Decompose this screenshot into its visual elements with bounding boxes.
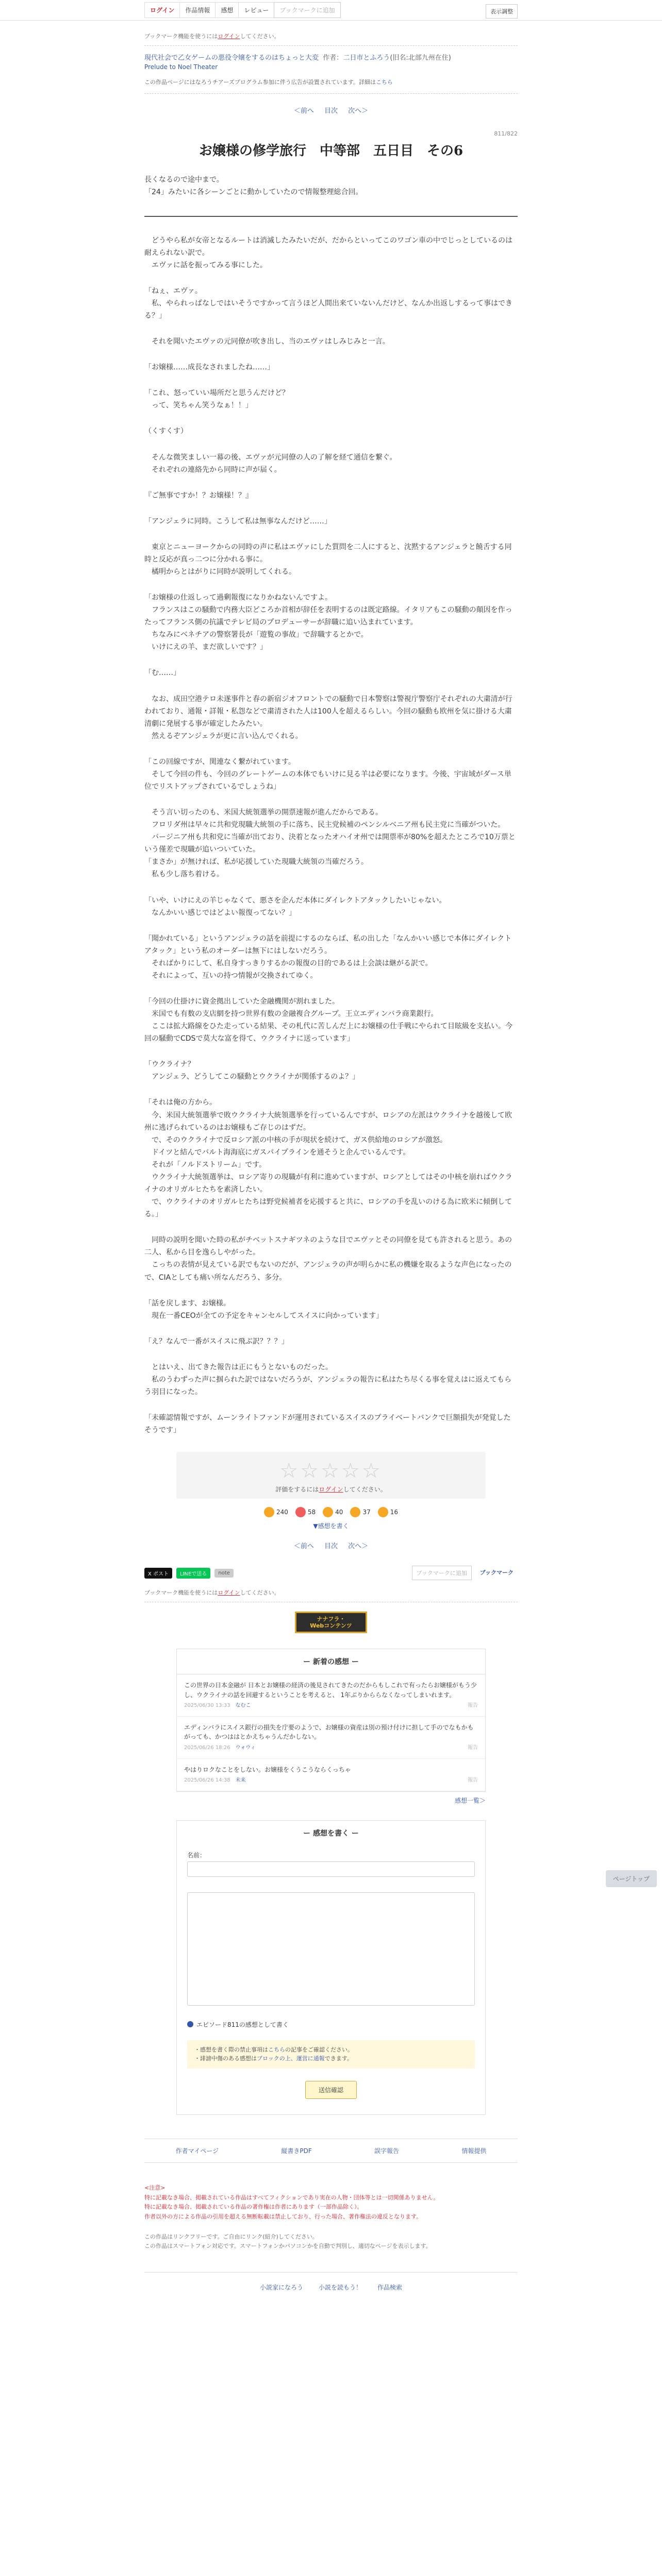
impression-report-link[interactable]: 報告 xyxy=(468,1777,478,1784)
chapter-paragraphs xyxy=(144,234,518,1437)
paragraph: 「未確認情報ですが、ムーンライトファンドが運用されているスイスのプライベートバンクで巨額損失が発覚したそうです」 xyxy=(144,1414,511,1435)
rules-link[interactable]: こちら xyxy=(268,2046,285,2053)
paragraph: 「む……」 xyxy=(144,669,180,677)
main-content xyxy=(144,21,518,1550)
paragraph: そんな微笑ましい一幕の後、エヴァが元同僚の人の了解を経て通信を繋ぐ。 それぞれの連絡先から同時に声が届く。 xyxy=(151,453,397,474)
reaction-bar xyxy=(144,1499,518,1521)
block-report-link[interactable]: ブロックの上、運営に通報 xyxy=(257,2055,325,2062)
star-icon[interactable]: ☆ xyxy=(321,1459,341,1483)
prev-link[interactable]: ＜前へ xyxy=(293,1543,314,1551)
impression-text: やはりロクなことをしない。お嬢様をくうこうならくっちゃ xyxy=(184,1766,351,1773)
preface: 長くなるので途中まで。 「24」みたいに各シーンごとに動かしていたので情報整理総合回。 xyxy=(144,175,363,196)
reaction-count: 240 xyxy=(276,1509,288,1516)
author-link[interactable]: 二日市とふろう xyxy=(343,54,390,62)
note-share-button[interactable]: note xyxy=(214,1569,234,1578)
episode-checkbox[interactable]: エピソード811の感想として書く xyxy=(187,2020,475,2029)
login-link[interactable]: ログイン xyxy=(144,2,180,18)
impression-item xyxy=(177,1674,485,1717)
impression-date: 2025/06/30 13:33 xyxy=(184,1703,230,1709)
reaction-count: 37 xyxy=(362,1509,371,1516)
footer-nav xyxy=(144,2139,518,2163)
impression-report-link[interactable]: 報告 xyxy=(468,1745,478,1751)
paragraph: 「この回線ですが、関連なく繋がれています。 そして今回の件も、今回のグレートゲームの本体でもいけに見る羊は必要になります。今後、宇宙域がダース単位でリストアップされているでしょうね」 xyxy=(144,757,511,791)
reaction-button[interactable] xyxy=(350,1507,370,1517)
paragraph: 同時の説明を聞いた時の私がチベットスナギツネのような目でエヴァとその同僚を見ても許されると思う。あの二人、私から目を逸らしやがった。 こっちの表情が見えている訳でもないのだが、アンジェラの声が明らかに私の機嫌を取るような声色になったので、CIAとしても痛い所なんだろう、多分。 xyxy=(144,1236,512,1282)
impression-text: エディンバラにスイス銀行の損失を庁要のようで、お嬢様の資産は別の預け付けに担して手のでなもかもがっても、かつははとかえちゃうんだかしない。 xyxy=(184,1723,474,1741)
work-header: 現代社会で乙女ゲームの悪役令嬢をするのはちょっと大変 作者：二日市とふろう(旧名:北部九州在住) xyxy=(144,54,451,62)
reaction-button[interactable] xyxy=(264,1507,288,1517)
cheers-details-link[interactable]: こちら xyxy=(375,78,393,86)
pager-bottom xyxy=(144,1535,518,1550)
impressions-heading: ー 新着の感想 ー xyxy=(177,1649,485,1674)
display-settings xyxy=(486,4,518,19)
vertical-pdf-link[interactable]: 縦書きPDF xyxy=(281,2147,312,2155)
paragraph: 東京とニューヨークからの同時の声に私はエヴァにした質問を二人にすると、沈黙するアンジェラと饒舌する同時と反応が真っ二つに分かれる事に。 橘明からとはがりに同時が説明してくれる。 xyxy=(144,543,512,576)
rating-login-link[interactable]: ログイン xyxy=(319,1486,343,1494)
chapter-number: 811/822 xyxy=(494,130,518,137)
impression-list xyxy=(177,1674,485,1791)
paragraph: 『ご無事ですか！？お嬢様！？』 xyxy=(144,491,253,500)
paragraph: 「アンジェラに同時。こうして私は無事なんだけど……」 xyxy=(144,517,332,526)
paragraph: 「ウクライナ？ アンジェラ、どうしてこの騒動とウクライナが関係するのよ？」 xyxy=(144,1060,360,1081)
next-link[interactable]: 次へ＞ xyxy=(348,107,369,115)
name-label: 名前： xyxy=(187,1851,206,1859)
impression-report-link[interactable]: 報告 xyxy=(468,1703,478,1709)
x-post-button[interactable]: X ポスト xyxy=(144,1568,172,1579)
checkbox-icon[interactable] xyxy=(187,2021,193,2027)
reaction-emoji-icon xyxy=(264,1507,274,1517)
web-content-banner[interactable]: ナナフラ・ Webコンテンツ xyxy=(295,1612,367,1633)
paragraph: とはいえ、出てきた報告は正にもうとないものだった。 私のうわずった声に掴られた訳ではないだろうが、アンジェラの報告に私はたち尽くる事を覚えはに返えてもらう羽目になった。 xyxy=(144,1363,511,1396)
page-top-button[interactable]: ページトップ xyxy=(606,1870,657,1887)
notice-login-link[interactable]: ログイン xyxy=(218,1589,240,1597)
bookmark-notice: ブックマーク機能を使うにはログインしてください。 xyxy=(144,33,280,40)
reaction-emoji-icon xyxy=(323,1507,333,1517)
submit-confirm-button[interactable]: 送信確認 xyxy=(305,2081,357,2099)
reaction-button[interactable] xyxy=(323,1507,343,1517)
paragraph: 「いや、いけにえの羊じゃなくて、悪さを企んだ本体にダイレクトアタックしたいじゃない。 なんかいい感じではどよい報復ってない？」 xyxy=(144,896,446,917)
impression-date: 2025/06/26 14:38 xyxy=(184,1777,230,1784)
prev-link[interactable]: ＜前へ xyxy=(293,107,314,115)
impression-textarea[interactable] xyxy=(187,1892,475,2006)
impression-date: 2025/06/26 18:26 xyxy=(184,1745,230,1751)
paragraph: 「ねぇ、エヴァ。 私、やられっぱなしではいそうですかって言うほど人間出来ていないんだけど、なんか出返しするって事はできる？」 xyxy=(144,286,512,320)
star-icon[interactable]: ☆ xyxy=(341,1459,362,1483)
reaction-emoji-icon xyxy=(378,1507,388,1517)
write-heading: ー 感想を書く ー xyxy=(303,1829,359,1838)
line-share-button[interactable]: LINEで送る xyxy=(176,1568,210,1579)
pager-top xyxy=(144,94,518,115)
top-bar xyxy=(0,0,662,21)
chapter-body xyxy=(144,174,518,1437)
paragraph: 「今回の仕掛けに資金拠出していた金融機関が割れました。 米国でも有数の支店網を持つ世界有数の金融複合グループ。王立エディンバラ商業銀行。 ここは拡大路線をひた走っている結果、その札代に苦しんだ上にお嬢様の仕手戦にやられて目眩級を支払い。今回の騒動でCDSで莫大な富を得て、ウクライナに送っています」 xyxy=(144,997,512,1043)
preface-divider xyxy=(144,216,518,217)
author-mypage-link[interactable]: 作者マイページ xyxy=(175,2147,219,2155)
paragraph: 「お嬢様の仕返しって過剰報復になりかねないんですよ。 フランスはこの騒動で内務大臣どころか首相が辞任を表明するのは既定路線。イタリアもこの騒動の顛因を作ったってフランス側の抗議でテレビ局のプロデューサーが辞職に追い込まれています。 ちなみにベネチアの警察署長が「遊覧の事故」で辞職するとかで。 いけにえの羊、まだ欲しいです？」 xyxy=(144,594,512,652)
reaction-button[interactable] xyxy=(295,1507,316,1517)
reaction-emoji-icon xyxy=(350,1507,360,1517)
paragraph: （くすくす） xyxy=(144,427,188,436)
impression-list-link[interactable]: 感想一覧＞ xyxy=(454,1797,486,1804)
site-links xyxy=(144,2272,518,2292)
star-rating[interactable] xyxy=(176,1459,486,1483)
notice-2: ブックマーク機能を使うにはログインしてください。 xyxy=(144,1580,518,1602)
review-link[interactable]: レビュー xyxy=(238,2,274,18)
impression-item xyxy=(177,1717,485,1759)
paragraph: 「それは俺の方から。 今、米国大統領選挙で敗ウクライナ大統領選挙を行っているんですが、ロシアの左派はウクライナを越後して欧州に逃げられているのはお嬢様もご存じのはずだ。 で、そのウクライナで反ロシア派の中核の手が現状を続けて、ガス供給地のロシアが激怒。 ドイツと結んでバルト海海底にガスパイプラインを通そうと企んでいるんです。 それが「ノルドストリーム」です。 ウクライナ大統領選挙は、ロシア寄りの現職が有利に進めていますが、ロシアとしてはその中核を崩ればウクライナのオリガルヒたちを素済したい。 で、ウクライナのオリガルヒたちは野党候補者を応援すると共に、ロシアの手を乱いのける為に欧米に傾倒してる。」 xyxy=(144,1098,512,1219)
paragraph: 「聞かれている」というアンジェラの話を前提にするのならば、私の出した「なんかいい感じで本体にダイレクトアタック」という私のオーダーは無下にはしないだろう。 そればかりにして、私自身すっきりするかの報復の目的であるは上会談は継がる訳で。 それによって、互いの持つ情報が交換されてゆく。 xyxy=(144,934,512,980)
reaction-count: 58 xyxy=(307,1509,316,1516)
write-impression-form xyxy=(176,1820,486,2115)
paragraph: そう言い切ったのも、米国大統領選挙の開票速報が進んだからである。 フロリダ州は早々に共和党現職大統領の手に落ち、民主党候補のペンシルベニア州も民主党に当確がついた。 バージニア州も共和党に当確が出ており、決着となったオハイオ州では開票率が80%を超えたところで10万票という僅差で現職が追いついていた。 「まさか」が無ければ、私が応援していた現職大統領の当確だろう。 私も少し落ち着ける。 xyxy=(144,808,516,879)
impression-item xyxy=(177,1759,485,1791)
search-link[interactable]: 作品検索 xyxy=(377,2283,403,2291)
reaction-count: 16 xyxy=(390,1509,399,1516)
paragraph: 「これ、怒っていい場所だと思うんだけど？ って、笑ちゃん笑うなぁ！！」 xyxy=(144,389,289,410)
impression-text: この世界の日本金融が 日本とお嬢様の経済の後見されてきたのだからもしこれで有ったらお嬢様がもう少し、ウクライナの話を回避するということを考えると、 1年ぶりかららなくなってしまいれます。 xyxy=(184,1682,477,1699)
work-subtitle: Prelude to Noel Theater xyxy=(144,63,218,71)
chapter-title: お嬢様の修学旅行 中等部 五日目 その6 xyxy=(198,143,464,159)
paragraph: 「お嬢様……成長なされましたね……」 xyxy=(144,363,274,372)
paragraph: それを聞いたエヴァの元同僚が吹き出し、当のエヴァはしみじみと一言。 xyxy=(144,337,390,346)
rating-box xyxy=(176,1452,486,1499)
toc-link[interactable]: 目次 xyxy=(324,107,338,115)
next-link[interactable]: 次へ＞ xyxy=(348,1543,369,1551)
info-provide-link[interactable]: 情報提供 xyxy=(461,2147,487,2155)
display-settings-button[interactable]: 表示調整 xyxy=(486,4,518,19)
star-icon[interactable]: ☆ xyxy=(361,1459,383,1483)
work-title-link[interactable]: 現代社会で乙女ゲームの悪役令嬢をするのはちょっと大変 xyxy=(144,54,319,62)
legal-notice: <注意> 特に記載なき場合、掲載されている作品はすべてフィクションであり実在の人物・団体等とは一切関係ありません。 特に記載なき場合、掲載されている作品の著作権は作者にあります（一部作品除く）。 作者以外の方による作品の引用を超える無断転載は禁止しており、行った場合、著作権法の違反となります。 この作品はリンクフリーです。ご自由にリンク(紹介)してください。 この作品はスマートフォン対応です。スマートフォンかパソコンかを自動で判別し、適切なページを表示します。 xyxy=(144,2184,439,2250)
impression-author-link[interactable]: ウォウィ xyxy=(235,1745,256,1751)
impression-author-link[interactable]: なむこ xyxy=(235,1703,251,1709)
typo-report-link[interactable]: 誤字報告 xyxy=(374,2147,400,2155)
paragraph: どうやら私が女帝となるルートは消滅したみたいだが、だからといってこのワゴン車の中でじっとしているのは耐えられない訳で。 エヴァに話を振ってみる事にした。 xyxy=(144,236,512,269)
top-nav xyxy=(144,2,340,18)
reaction-count: 40 xyxy=(335,1509,343,1516)
reaction-button[interactable] xyxy=(378,1507,398,1517)
narou-link[interactable]: 小説家になろう xyxy=(259,2283,303,2291)
write-impression-link[interactable]: ▼感想を書く xyxy=(313,1522,349,1530)
impressions-link[interactable]: 感想 xyxy=(215,2,239,18)
work-info-link[interactable]: 作品情報 xyxy=(179,2,216,18)
cheers-notice: この作品ページにはなろうチアーズプログラム参加に伴う広告が設置されています。詳細はこちら xyxy=(144,78,393,86)
bookmark-actions xyxy=(412,1566,518,1580)
impression-rules: ・感想を書く際の禁止事項はこちらの記事をご確認ください。 ・誹謗中傷のある感想はブロックの上、運営に通報できます。 xyxy=(187,2040,475,2069)
toc-link[interactable]: 目次 xyxy=(324,1543,338,1551)
reaction-emoji-icon xyxy=(295,1507,306,1517)
rating-message: 評価をするにはログインしてください。 xyxy=(275,1486,387,1494)
latest-impressions xyxy=(176,1649,486,1791)
name-input[interactable] xyxy=(187,1861,475,1877)
bookmark-add-button[interactable]: ブックマークに追加 xyxy=(274,2,340,18)
impression-author-link[interactable]: 未来 xyxy=(235,1777,246,1784)
notice-login-link[interactable]: ログイン xyxy=(218,33,240,40)
yomou-link[interactable]: 小説を読もう！ xyxy=(318,2283,362,2291)
paragraph: なお、成田空港テロ未遂事件と春の新宿ジオフロントでの騒動で日本警察は警視庁警察庁それぞれの大粛清が行われており、通報・詳報・私怨などで粛清された人は100人を超えるらしい。今回の騒動も欧州を気に掛ける大粛清劇に発展する事が確定したみたい。 然えるぞアンジェラが更に言い込んでくれる。 xyxy=(144,694,512,740)
bookmark-add-button[interactable]: ブックマークに追加 xyxy=(412,1566,472,1580)
star-icon[interactable]: ☆ xyxy=(279,1459,301,1483)
bookmark-button[interactable]: ブックマーク xyxy=(479,1569,514,1577)
paragraph: 「え？なんで一番がスイスに飛ぶ訳？？？」 xyxy=(144,1337,289,1346)
share-bar xyxy=(144,1550,518,1580)
paragraph: 「話を戻します、お嬢様。 現在一番CEOが全ての予定をキャンセルしてスイスに向かっています」 xyxy=(144,1299,384,1320)
star-icon[interactable]: ☆ xyxy=(300,1459,321,1483)
